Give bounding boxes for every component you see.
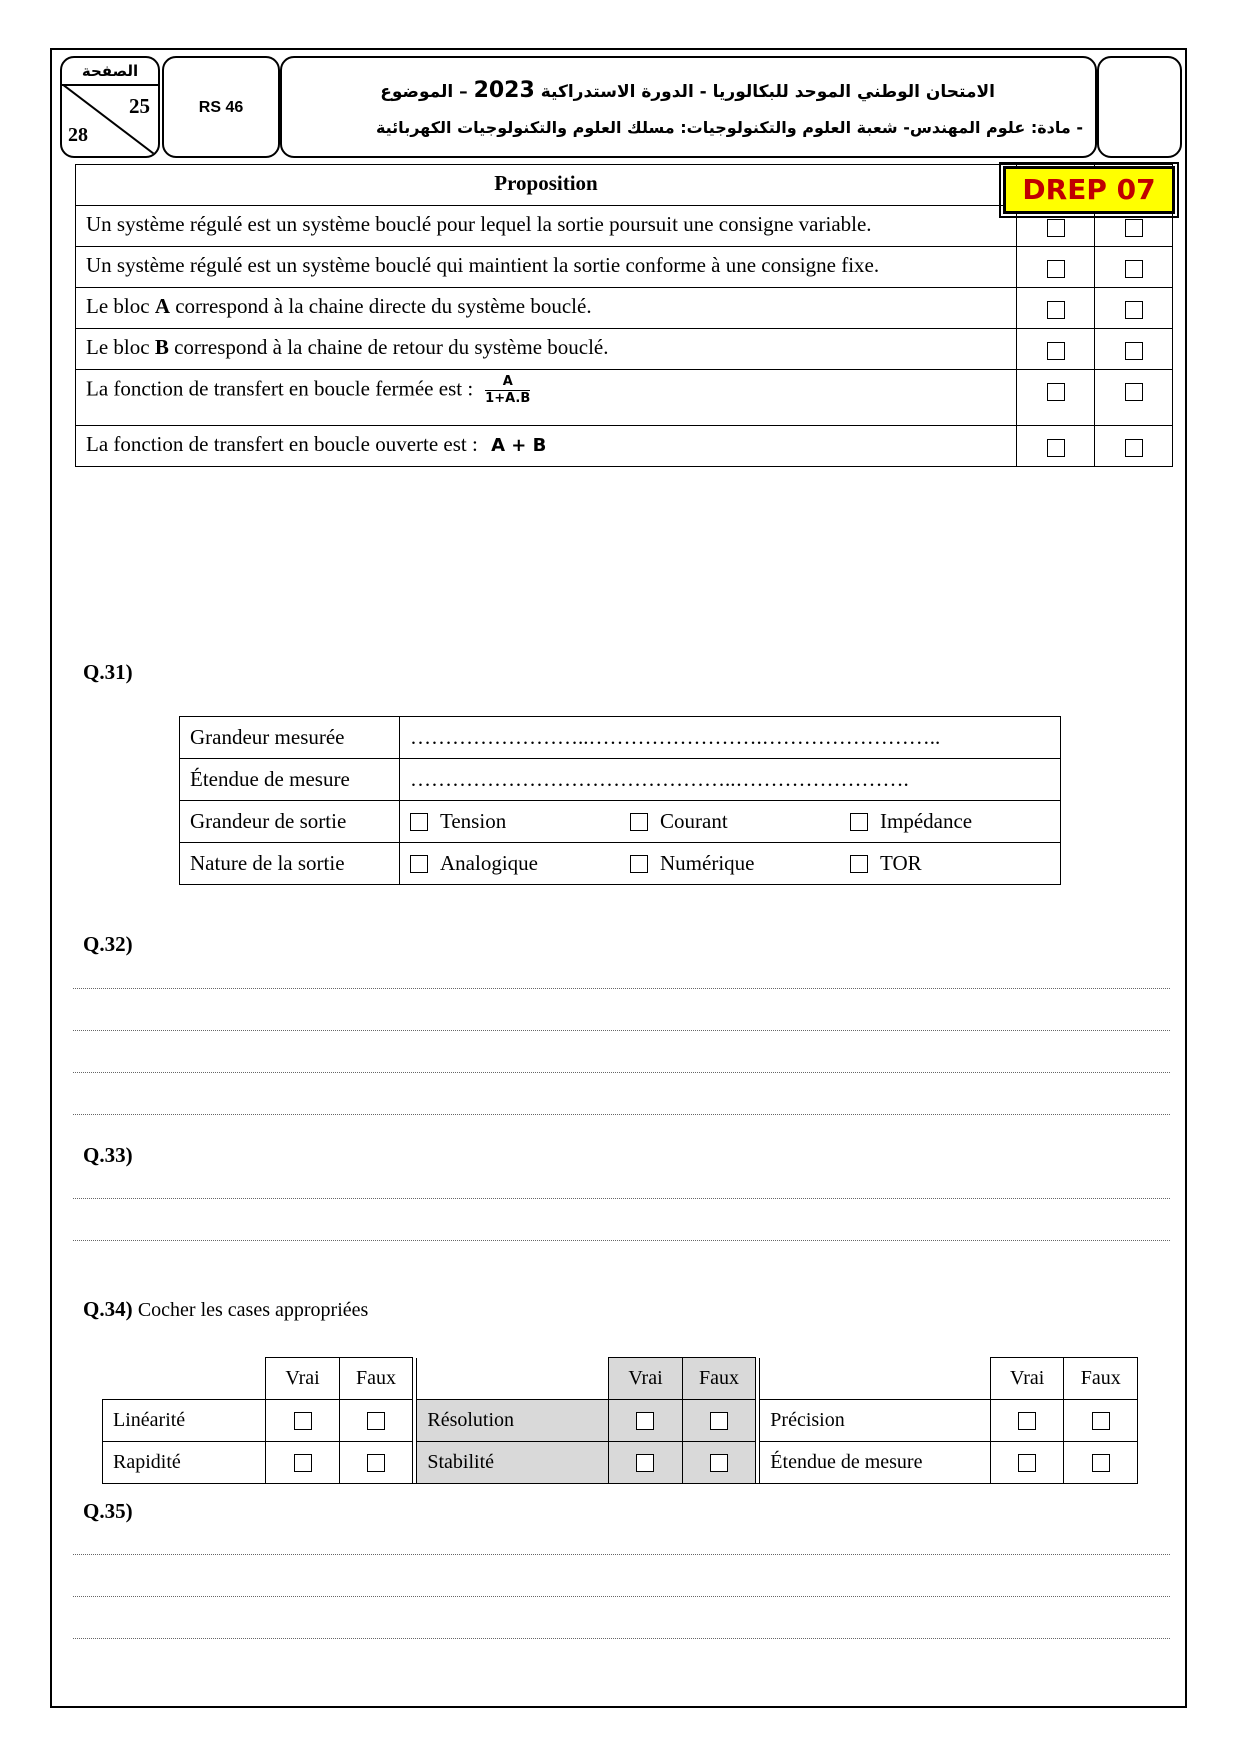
option-group bbox=[400, 801, 1061, 843]
row-label: Nature de la sortie bbox=[180, 843, 400, 885]
option-courant[interactable] bbox=[630, 809, 850, 834]
drep-badge: DREP 07 bbox=[1003, 166, 1175, 214]
option-label: Impédance bbox=[880, 809, 973, 833]
answer-line[interactable] bbox=[73, 1072, 1170, 1073]
table-row bbox=[103, 1400, 1138, 1442]
col-faux: Faux bbox=[339, 1358, 412, 1400]
checkbox-faux[interactable] bbox=[1092, 1454, 1110, 1472]
checkbox[interactable] bbox=[1125, 342, 1143, 360]
option-label: Analogique bbox=[440, 851, 538, 875]
checkbox[interactable] bbox=[630, 855, 648, 873]
block-name: A bbox=[154, 294, 170, 318]
answer-line[interactable] bbox=[73, 1114, 1170, 1115]
proposition-text bbox=[76, 329, 1017, 370]
q34-instruction: Cocher les cases appropriées bbox=[137, 1299, 369, 1321]
option-tor[interactable] bbox=[850, 851, 922, 876]
exam-year: 2023 bbox=[473, 78, 535, 103]
checkbox[interactable] bbox=[1047, 260, 1065, 278]
row-label: Grandeur de sortie bbox=[180, 801, 400, 843]
checkbox-vrai[interactable] bbox=[636, 1454, 654, 1472]
formula: A + B bbox=[491, 435, 547, 456]
table-row bbox=[180, 759, 1061, 801]
page-total: 28 bbox=[68, 124, 88, 146]
exam-title-session: الامتحان الوطني الموحد للبكالوريا - الدورة الاستدراكية bbox=[540, 82, 995, 102]
option-analogique[interactable] bbox=[410, 851, 630, 876]
answer-line[interactable] bbox=[73, 1638, 1170, 1639]
checkbox[interactable] bbox=[1047, 439, 1065, 457]
checkbox[interactable] bbox=[1125, 383, 1143, 401]
exam-title-line2: - مادة: علوم المهندس- شعبة العلوم والتكنولوجيات: مسلك العلوم والتكنولوجيات الكهربائية bbox=[375, 118, 1083, 137]
table-row bbox=[180, 717, 1061, 759]
checkbox[interactable] bbox=[1125, 219, 1143, 237]
page-label: الصفحة bbox=[62, 58, 158, 86]
text-part: correspond à la chaine de retour du système bouclé. bbox=[168, 335, 609, 359]
proposition-text: Un système régulé est un système bouclé pour lequel la sortie poursuit une consigne variable. bbox=[76, 206, 1017, 247]
q32-label: Q.32) bbox=[83, 932, 133, 956]
checkbox[interactable] bbox=[850, 813, 868, 831]
checkbox-vrai[interactable] bbox=[636, 1412, 654, 1430]
col-vrai: Vrai bbox=[990, 1358, 1063, 1400]
col-faux: Faux bbox=[1064, 1358, 1138, 1400]
characteristic-label: Linéarité bbox=[103, 1400, 266, 1442]
col-vrai: Vrai bbox=[266, 1358, 339, 1400]
page-current: 25 bbox=[129, 94, 150, 118]
answer-line[interactable] bbox=[73, 1198, 1170, 1199]
fraction-denominator: 1+A.B bbox=[485, 391, 531, 406]
checkbox[interactable] bbox=[410, 813, 428, 831]
text-part: correspond à la chaine directe du système bouclé. bbox=[169, 294, 592, 318]
checkbox-vrai[interactable] bbox=[294, 1412, 312, 1430]
checkbox[interactable] bbox=[1047, 383, 1065, 401]
row-label: Grandeur mesurée bbox=[180, 717, 400, 759]
checkbox[interactable] bbox=[1047, 219, 1065, 237]
table-row bbox=[180, 843, 1061, 885]
proposition-text bbox=[76, 288, 1017, 329]
checkbox-faux[interactable] bbox=[1092, 1412, 1110, 1430]
table-row bbox=[76, 370, 1173, 426]
answer-field[interactable]: ……………………..…………………….…………………….. bbox=[400, 717, 1061, 759]
table-row bbox=[180, 801, 1061, 843]
checkbox-faux[interactable] bbox=[710, 1454, 728, 1472]
answer-line[interactable] bbox=[73, 1596, 1170, 1597]
option-label: Numérique bbox=[660, 851, 755, 875]
sensor-table bbox=[179, 716, 1061, 885]
row-label: Étendue de mesure bbox=[180, 759, 400, 801]
option-impedance[interactable] bbox=[850, 809, 972, 834]
checkbox[interactable] bbox=[1125, 260, 1143, 278]
checkbox[interactable] bbox=[1047, 342, 1065, 360]
answer-line[interactable] bbox=[73, 1240, 1170, 1241]
q34-number: Q.34) bbox=[83, 1297, 133, 1321]
text-part: La fonction de transfert en boucle fermée est : bbox=[86, 376, 474, 401]
table-row bbox=[76, 288, 1173, 329]
exam-title-box bbox=[280, 56, 1097, 158]
proposition-text bbox=[76, 370, 1017, 426]
characteristic-label: Étendue de mesure bbox=[760, 1442, 991, 1484]
checkbox[interactable] bbox=[1125, 439, 1143, 457]
characteristics-table bbox=[102, 1357, 1138, 1484]
table-row bbox=[76, 329, 1173, 370]
checkbox[interactable] bbox=[1125, 301, 1143, 319]
checkbox-faux[interactable] bbox=[367, 1412, 385, 1430]
checkbox-vrai[interactable] bbox=[1018, 1412, 1036, 1430]
characteristic-label: Précision bbox=[760, 1400, 991, 1442]
characteristic-label: Résolution bbox=[417, 1400, 609, 1442]
option-label: Courant bbox=[660, 809, 728, 833]
checkbox-vrai[interactable] bbox=[1018, 1454, 1036, 1472]
characteristic-label: Rapidité bbox=[103, 1442, 266, 1484]
fraction-numerator: A bbox=[485, 374, 530, 391]
fraction-formula bbox=[485, 374, 530, 407]
block-name: B bbox=[154, 335, 169, 359]
proposition-text bbox=[76, 426, 1017, 467]
checkbox[interactable] bbox=[850, 855, 868, 873]
text-part: Le bloc bbox=[86, 335, 155, 359]
checkbox-vrai[interactable] bbox=[294, 1454, 312, 1472]
option-group bbox=[400, 843, 1061, 885]
table-row bbox=[103, 1442, 1138, 1484]
proposition-text: Un système régulé est un système bouclé qui maintient la sortie conforme à une consigne fixe. bbox=[76, 247, 1017, 288]
q31-label: Q.31) bbox=[83, 660, 133, 684]
col-vrai: Vrai bbox=[609, 1358, 682, 1400]
checkbox[interactable] bbox=[630, 813, 648, 831]
q33-label: Q.33) bbox=[83, 1143, 133, 1167]
checkbox[interactable] bbox=[1047, 301, 1065, 319]
option-label: TOR bbox=[880, 851, 922, 875]
answer-line[interactable] bbox=[73, 1554, 1170, 1555]
option-label: Tension bbox=[440, 809, 507, 833]
exam-title-line1 bbox=[380, 78, 995, 103]
option-numerique[interactable] bbox=[630, 851, 850, 876]
answer-line[interactable] bbox=[73, 988, 1170, 989]
table-row bbox=[76, 426, 1173, 467]
blank-header-box bbox=[1097, 56, 1182, 158]
col-faux: Faux bbox=[682, 1358, 755, 1400]
text-part: Le bloc bbox=[86, 294, 155, 318]
checkbox[interactable] bbox=[410, 855, 428, 873]
answer-field[interactable]: ………………………………………..……………………. bbox=[400, 759, 1061, 801]
option-tension[interactable] bbox=[410, 809, 630, 834]
exam-title-subject-label: – الموضوع bbox=[380, 82, 468, 102]
checkbox-faux[interactable] bbox=[367, 1454, 385, 1472]
checkbox-faux[interactable] bbox=[710, 1412, 728, 1430]
answer-line[interactable] bbox=[73, 1030, 1170, 1031]
table-row bbox=[76, 247, 1173, 288]
characteristic-label: Stabilité bbox=[417, 1442, 609, 1484]
q35-label: Q.35) bbox=[83, 1499, 133, 1523]
exam-code: RS 46 bbox=[162, 56, 280, 158]
text-part: La fonction de transfert en boucle ouverte est : bbox=[86, 432, 478, 456]
proposition-header: Proposition bbox=[76, 165, 1017, 206]
q34-label bbox=[83, 1297, 368, 1322]
